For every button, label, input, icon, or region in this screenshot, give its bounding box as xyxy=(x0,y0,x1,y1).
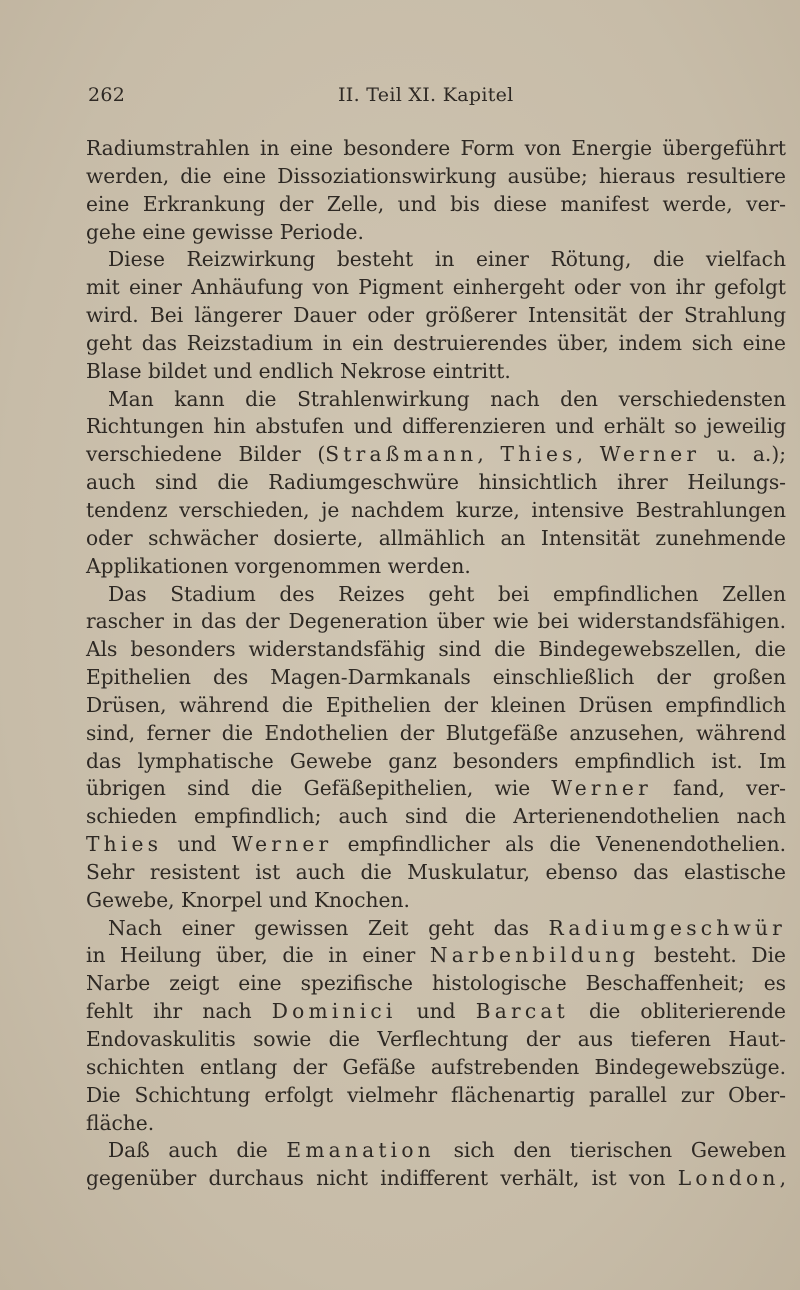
text-run: tendenz verschieden, je nachdem kurze, intensive Bestrahlungen xyxy=(86,497,786,522)
text-line xyxy=(86,1054,786,1082)
text-run: übrigen sind die Gefäßepithelien, wie xyxy=(86,776,552,801)
text-line xyxy=(86,581,786,609)
page-number: 262 xyxy=(88,84,126,106)
text-line xyxy=(86,970,786,998)
spaced-name: Dominici xyxy=(271,999,397,1024)
text-line xyxy=(86,386,786,414)
text-run: sich den tierischen Geweben xyxy=(434,1138,786,1163)
text-run: empfindlicher als die Venenendothelien. xyxy=(332,832,786,857)
text-run: eine Erkrankung der Zelle, und bis diese manifest werde, ver- xyxy=(86,191,786,216)
text-line xyxy=(86,887,786,915)
spaced-name: Straßmann xyxy=(325,442,478,467)
spaced-name: Werner xyxy=(551,776,652,801)
text-run: Nach einer gewissen Zeit geht das xyxy=(108,915,549,940)
text-line xyxy=(86,191,786,219)
text-run: die obliterierende xyxy=(568,999,787,1024)
text-line xyxy=(86,720,786,748)
text-line xyxy=(86,330,786,358)
text-run: verschiedene Bilder ( xyxy=(86,442,326,467)
text-run: sind, ferner die Endothelien der Blutgefäße anzusehen, während xyxy=(86,720,786,745)
text-line xyxy=(86,302,786,330)
text-line xyxy=(86,748,786,776)
text-run: Applikationen vorgenommen werden. xyxy=(86,553,471,578)
text-run: in Heilung über, die in einer xyxy=(86,943,430,968)
text-line xyxy=(86,553,786,581)
spaced-name: Werner xyxy=(599,442,701,467)
text-run: fand, ver- xyxy=(651,776,787,801)
text-line xyxy=(86,525,786,553)
spaced-name: Barcat xyxy=(475,999,569,1024)
text-run: fehlt ihr nach xyxy=(86,999,272,1024)
text-line xyxy=(86,636,786,664)
text-line xyxy=(86,998,786,1026)
text-line xyxy=(86,942,786,970)
text-line xyxy=(86,915,786,943)
text-line xyxy=(86,664,786,692)
text-run: mit einer Anhäufung von Pigment einhergeht oder von ihr gefolgt xyxy=(86,275,786,300)
text-run: Daß auch die xyxy=(108,1138,287,1163)
text-line xyxy=(86,441,786,469)
text-run: Narbe zeigt eine spezifische histologische Beschaffenheit; es xyxy=(86,971,786,996)
text-run: rascher in das der Degeneration über wie bei widerstandsfähigen. xyxy=(86,609,786,634)
text-run: Endovaskulitis sowie die Verflechtung der aus tieferen Haut- xyxy=(86,1027,786,1051)
text-line xyxy=(86,1026,786,1054)
text-run: , xyxy=(576,442,600,467)
text-run: Richtungen hin abstufen und differenzieren und erhält so jeweilig xyxy=(86,414,786,439)
text-run: schieden empfindlich; auch sind die Arterienendothelien nach xyxy=(86,804,786,829)
text-run: und xyxy=(396,999,476,1024)
text-run: Drüsen, während die Epithelien der kleinen Drüsen empfindlich xyxy=(86,692,786,717)
text-line xyxy=(86,1165,786,1193)
text-line xyxy=(86,135,786,163)
text-line xyxy=(86,608,786,636)
text-line xyxy=(86,274,786,302)
text-run: fläche. xyxy=(86,1110,155,1135)
text-line xyxy=(86,1110,786,1138)
text-run: Als besonders widerstandsfähig sind die Bindegewebszellen, die xyxy=(86,637,786,662)
text-run: , xyxy=(779,1166,786,1191)
spaced-name: Thies xyxy=(500,442,577,467)
text-run: besteht. Die xyxy=(639,943,786,968)
text-run: und xyxy=(162,832,232,857)
text-line xyxy=(86,497,786,525)
spaced-name: Emanation xyxy=(286,1138,435,1163)
spaced-name: Narbenbildung xyxy=(429,943,640,968)
text-run: gegenüber durchaus nicht indifferent verhält, ist von xyxy=(86,1166,678,1191)
text-run: Diese Reizwirkung besteht in einer Rötung, die vielfach xyxy=(108,247,786,272)
text-run: Das Stadium des Reizes geht bei empfindlichen Zellen xyxy=(108,581,786,606)
text-run: Gewebe, Knorpel und Knochen. xyxy=(86,887,410,912)
text-line xyxy=(86,358,786,386)
text-run: u. a.); xyxy=(700,442,787,467)
spaced-name: Radiumgeschwür xyxy=(548,915,786,940)
spaced-name: London xyxy=(677,1166,780,1191)
text-run: , xyxy=(477,442,501,467)
spaced-name: Werner xyxy=(231,832,333,857)
text-run: Blase bildet und endlich Nekrose eintritt. xyxy=(86,358,511,383)
text-run: das lymphatische Gewebe ganz besonders empfindlich ist. Im xyxy=(86,748,786,773)
text-run: Die Schichtung erfolgt vielmehr flächenartig parallel zur Ober- xyxy=(86,1082,786,1107)
text-run: oder schwächer dosierte, allmählich an Intensität zunehmende xyxy=(86,525,786,550)
text-run: Epithelien des Magen-Darmkanals einschließlich der großen xyxy=(86,665,786,690)
text-line xyxy=(86,859,786,887)
text-run: auch sind die Radiumgeschwüre hinsichtlich ihrer Heilungs- xyxy=(86,470,786,495)
text-line xyxy=(86,1082,786,1110)
text-line xyxy=(86,469,786,497)
text-line xyxy=(86,163,786,191)
text-line xyxy=(86,692,786,720)
text-run: Radiumstrahlen in eine besondere Form von Energie übergeführt xyxy=(86,136,786,160)
text-run: Man kann die Strahlenwirkung nach den verschiedensten xyxy=(108,386,786,411)
text-line xyxy=(86,803,786,831)
text-run: gehe eine gewisse Periode. xyxy=(86,219,364,244)
text-line xyxy=(86,1137,786,1165)
body-text xyxy=(86,135,786,1193)
text-run: werden, die eine Dissoziationswirkung ausübe; hieraus resultiere xyxy=(86,163,786,188)
text-line xyxy=(86,413,786,441)
page-header xyxy=(88,84,788,114)
text-line xyxy=(86,219,786,247)
text-line xyxy=(86,775,786,803)
spaced-name: Thies xyxy=(86,832,163,857)
text-line xyxy=(86,831,786,859)
text-line xyxy=(86,246,786,274)
text-run: wird. Bei längerer Dauer oder größerer Intensität der Strahlung xyxy=(86,303,786,328)
text-run: schichten entlang der Gefäße aufstrebenden Bindegewebszüge. xyxy=(86,1054,786,1079)
text-run: geht das Reizstadium in ein destruierendes über, indem sich eine xyxy=(86,330,786,355)
text-run: Sehr resistent ist auch die Muskulatur, ebenso das elastische xyxy=(86,859,786,884)
running-head: II. Teil XI. Kapitel xyxy=(338,84,514,106)
